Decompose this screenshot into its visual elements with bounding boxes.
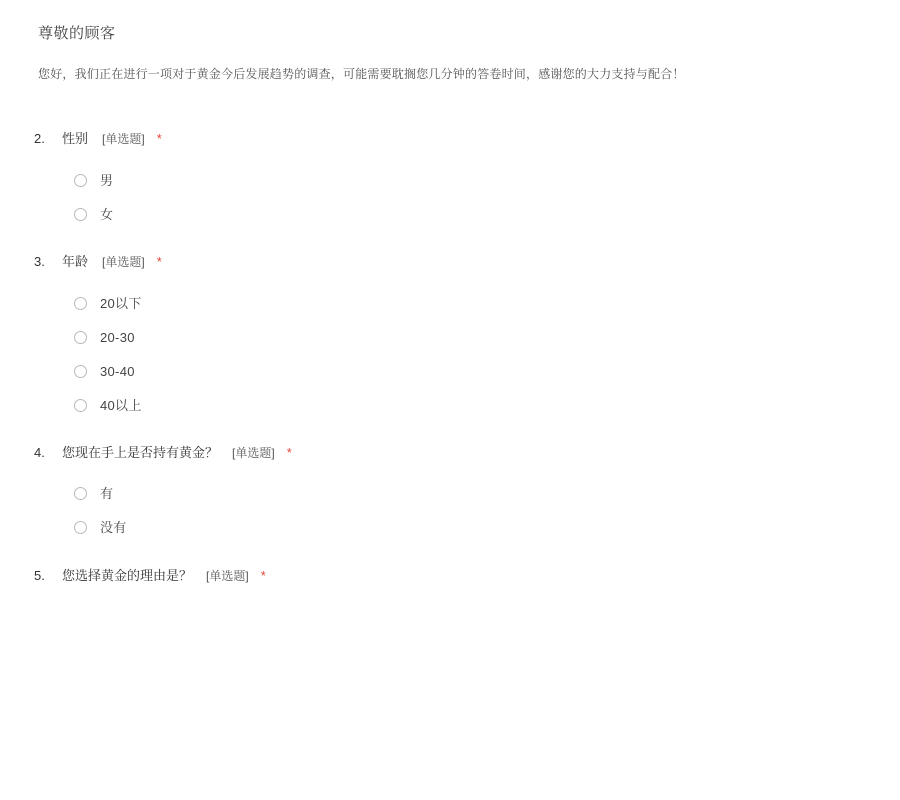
question-type-label: [单选题]	[232, 446, 275, 461]
option-label: 男	[100, 173, 114, 189]
survey-intro-text: 您好，我们正在进行一项对于黄金今后发展趋势的调查，可能需要耽搁您几分钟的答卷时间，感谢您的大力支持与配合！	[38, 67, 685, 81]
question-reason-choose-gold	[34, 565, 870, 584]
radio-icon[interactable]	[74, 297, 87, 310]
option-label: 30-40	[100, 364, 135, 380]
question-header	[34, 565, 870, 584]
question-title: 性别	[62, 131, 89, 147]
radio-icon[interactable]	[74, 174, 87, 187]
question-gender	[34, 128, 870, 221]
radio-icon[interactable]	[74, 399, 87, 412]
question-type-label: [单选题]	[102, 255, 145, 270]
option-row[interactable]	[74, 297, 870, 310]
option-group	[74, 174, 870, 221]
question-index: 3.	[34, 254, 45, 270]
question-header	[34, 251, 870, 270]
question-type-label: [单选题]	[102, 132, 145, 147]
question-header	[34, 442, 870, 461]
required-asterisk: *	[286, 445, 292, 461]
radio-icon[interactable]	[74, 487, 87, 500]
option-row[interactable]	[74, 208, 870, 221]
option-row[interactable]	[74, 174, 870, 187]
question-index: 5.	[34, 568, 45, 584]
radio-icon[interactable]	[74, 521, 87, 534]
option-label: 20-30	[100, 330, 135, 346]
option-label: 没有	[100, 520, 127, 536]
option-label: 有	[100, 486, 114, 502]
option-row[interactable]	[74, 399, 870, 412]
question-list	[34, 128, 870, 584]
option-row[interactable]	[74, 365, 870, 378]
question-title: 您选择黄金的理由是？	[62, 568, 193, 584]
radio-icon[interactable]	[74, 365, 87, 378]
option-row[interactable]	[74, 331, 870, 344]
option-row[interactable]	[74, 521, 870, 534]
option-label: 20以下	[100, 296, 142, 312]
question-title: 年龄	[62, 254, 89, 270]
option-label: 40以上	[100, 398, 142, 414]
question-header	[34, 128, 870, 147]
option-row[interactable]	[74, 487, 870, 500]
option-group	[74, 297, 870, 412]
question-index: 2.	[34, 131, 45, 147]
required-asterisk: *	[260, 568, 266, 584]
radio-icon[interactable]	[74, 208, 87, 221]
question-title: 您现在手上是否持有黄金？	[62, 445, 219, 461]
question-age	[34, 251, 870, 412]
option-label: 女	[100, 207, 114, 223]
radio-icon[interactable]	[74, 331, 87, 344]
option-group	[74, 487, 870, 534]
required-asterisk: *	[156, 254, 162, 270]
question-index: 4.	[34, 445, 45, 461]
question-hold-gold	[34, 442, 870, 534]
question-type-label: [单选题]	[206, 569, 249, 584]
page-title: 尊敬的顾客	[38, 25, 116, 42]
required-asterisk: *	[156, 131, 162, 147]
